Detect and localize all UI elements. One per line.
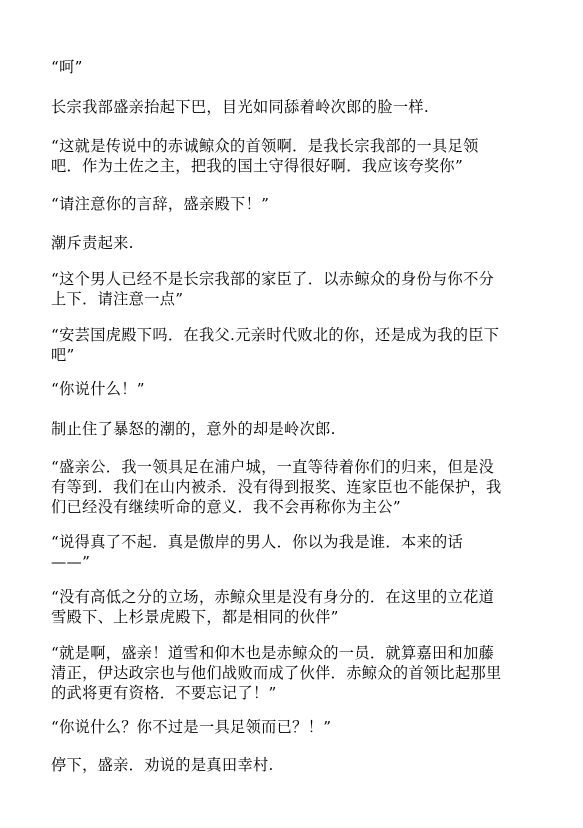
line: 吧．作为土佐之主，把我的国土守得很好啊．我应该夸奖你”	[51, 157, 464, 175]
line: 们已经没有继续听命的意义．我不会再称你为主公”	[51, 498, 401, 516]
line: 上下．请注意一点”	[51, 290, 184, 308]
line: “安芸国虎殿下吗．在我父.元亲时代败北的你，还是成为我的臣下	[51, 326, 500, 344]
paragraph-14	[51, 717, 541, 737]
line: “请注意你的言辞，盛亲殿下！”	[51, 195, 270, 213]
line: “就是啊，盛亲！道雪和仰木也是赤鲸众的一员．就算嘉田和加藤	[51, 644, 495, 662]
paragraph-6	[51, 269, 541, 309]
line: “呵”	[51, 58, 83, 76]
line: “盛亲公．我一领具足在浦户城，一直等待着你们的归来，但是没	[51, 458, 495, 476]
paragraph-13	[51, 643, 541, 703]
line: “你说什么！”	[51, 380, 145, 398]
line: “这个男人已经不是长宗我部的家臣了．以赤鲸众的身份与你不分	[51, 270, 495, 288]
line: “你说什么？你不过是一具足领而已？！”	[51, 718, 332, 736]
paragraph-11	[51, 532, 541, 572]
paragraph-8	[51, 379, 541, 399]
paragraph-10	[51, 457, 541, 517]
paragraph-15	[51, 755, 541, 775]
line: 长宗我部盛亲抬起下巴，目光如同舔着岭次郎的脸一样.	[51, 98, 430, 116]
line: “没有高低之分的立场，赤鲸众里是没有身分的．在这里的立花道	[51, 588, 495, 606]
line: 制止住了暴怒的潮的，意外的却是岭次郎.	[51, 420, 336, 438]
paragraph-1	[51, 57, 541, 77]
line: 有等到．我们在山内被杀．没有得到报奖、连家臣也不能保护，我	[51, 478, 502, 496]
paragraph-12	[51, 587, 541, 627]
line: 的武将更有资格．不要忘记了！”	[51, 684, 277, 702]
paragraph-3	[51, 136, 541, 176]
line: ——”	[51, 553, 91, 571]
paragraph-7	[51, 325, 541, 365]
line: 吧”	[51, 346, 75, 364]
paragraph-2	[51, 97, 541, 117]
line: 雪殿下、上杉景虎殿下，都是相同的伙伴”	[51, 608, 339, 626]
paragraph-4	[51, 194, 541, 214]
line: 潮斥责起来.	[51, 234, 134, 252]
line: “说得真了不起．真是傲岸的男人．你以为我是谁．本来的话	[51, 533, 464, 551]
line: “这就是传说中的赤诚鲸众的首领啊．是我长宗我部的一具足领	[51, 137, 479, 155]
line: 清正，伊达政宗也与他们战败而成了伙伴．赤鲸众的首领比起那里	[51, 664, 502, 682]
line: 停下，盛亲．劝说的是真田幸村.	[51, 756, 274, 774]
paragraph-9	[51, 419, 541, 439]
paragraph-5	[51, 233, 541, 253]
